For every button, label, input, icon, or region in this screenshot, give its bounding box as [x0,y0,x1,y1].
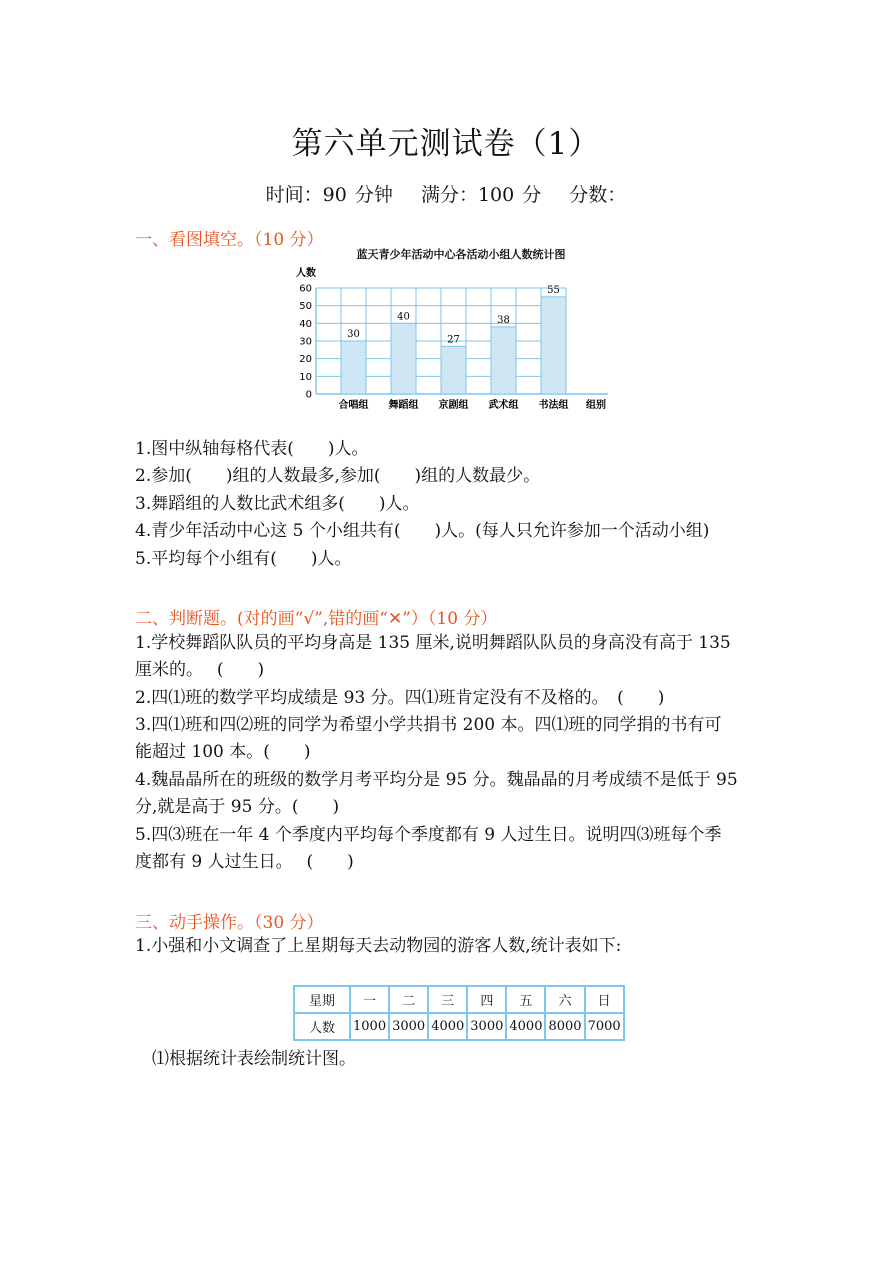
exam-time: 时间：90 分钟 [265,184,393,206]
section1-question: 1.图中纵轴每格代表( )人。 [135,439,369,459]
chart-bar [491,327,516,394]
chart-x-tick-label: 舞蹈组 [388,400,419,411]
table-cell-count: 1000 [350,1013,389,1040]
chart-y-axis-label: 人数 [296,268,316,279]
chart-y-tick-label: 30 [299,336,312,348]
section3-heading: 三、动手操作。（30 分） [135,913,324,933]
exam-score: 分数： [569,184,627,206]
exam-full-score: 满分：100 分 [420,184,542,206]
chart-x-tick-label: 合唱组 [338,400,369,411]
page-title: 第六单元测试卷（1） [291,126,601,162]
table-cell-day: 六 [545,986,584,1013]
chart-y-tick-label: 10 [299,371,312,383]
table-cell-day: 五 [506,986,545,1013]
table-cell-day: 一 [350,986,389,1013]
table-row [294,1013,624,1040]
chart-data-label: 38 [497,314,510,326]
section1-question: 3.舞蹈组的人数比武术组多( )人。 [135,494,420,514]
chart-y-tick-label: 60 [299,283,312,295]
section2-line: 1.学校舞蹈队队员的平均身高是 135 厘米,说明舞蹈队队员的身高没有高于 135 [135,633,731,653]
chart-y-tick-label: 40 [299,318,312,330]
table-cell-day: 日 [585,986,624,1013]
table-row-header: 人数 [294,1013,350,1040]
chart-x-tick-label: 武术组 [488,400,519,411]
section2-line: 2.四⑴班的数学平均成绩是 93 分。四⑴班肯定没有不及格的。 ( ) [135,688,665,708]
chart-bar [541,297,566,394]
table-row-header: 星期 [294,986,350,1013]
section2-line: 厘米的。 ( ) [135,660,265,680]
chart-bar [391,323,416,394]
chart-x-axis-label: 组别 [586,400,606,411]
section2-line: 3.四⑴班和四⑵班的同学为希望小学共捐书 200 本。四⑴班的同学捐的书有可 [135,715,722,735]
table-cell-count: 4000 [506,1013,545,1040]
section2-line: 分,就是高于 95 分。( ) [135,797,340,817]
table-cell-day: 四 [467,986,506,1013]
chart-y-tick-label: 50 [299,301,312,313]
section3-sub1: ⑴根据统计表绘制统计图。 [152,1049,356,1069]
chart-data-label: 40 [397,311,410,323]
chart-data-label: 27 [447,334,460,346]
chart-data-label: 30 [347,329,360,340]
table-cell-count: 3000 [389,1013,428,1040]
table-row [294,986,624,1013]
chart-bars [341,297,566,394]
chart-data-label: 55 [547,284,560,296]
section3-intro: 1.小强和小文调查了上星期每天去动物园的游客人数,统计表如下: [135,936,622,956]
chart-y-tick-label: 0 [305,389,312,401]
chart-title: 蓝天青少年活动中心各活动小组人数统计图 [356,248,566,261]
table-cell-count: 4000 [428,1013,467,1040]
table-cell-count: 8000 [545,1013,584,1040]
section2-line: 度都有 9 人过生日。 ( ) [135,852,354,872]
section1-question: 4.青少年活动中心这 5 个小组共有( )人。(每人只允许参加一个活动小组) [135,521,710,541]
table-cell-day: 三 [428,986,467,1013]
section1-heading: 一、看图填空。（10 分） [135,230,324,250]
section2-line: 能超过 100 本。( ) [135,742,311,762]
chart-x-tick-label: 京剧组 [438,400,469,411]
table-cell-count: 3000 [467,1013,506,1040]
chart-x-tick-label: 书法组 [538,400,569,411]
chart-bar [441,346,466,394]
section2-line: 4.魏晶晶所在的班级的数学月考平均分是 95 分。魏晶晶的月考成绩不是低于 95 [135,770,738,790]
section2-line: 5.四⑶班在一年 4 个季度内平均每个季度都有 9 人过生日。说明四⑶班每个季 [135,825,722,845]
chart-bar [341,341,366,394]
visitor-table [293,985,625,1041]
bar-chart [288,262,608,418]
section1-question: 5.平均每个小组有( )人。 [135,549,352,569]
exam-meta [0,180,892,207]
table-cell-count: 7000 [585,1013,624,1040]
chart-y-tick-label: 20 [299,354,312,366]
section1-question: 2.参加( )组的人数最多,参加( )组的人数最少。 [135,466,541,486]
section2-heading: 二、判断题。(对的画“√”,错的画“✕”）（10 分） [135,609,498,629]
table-cell-day: 二 [389,986,428,1013]
